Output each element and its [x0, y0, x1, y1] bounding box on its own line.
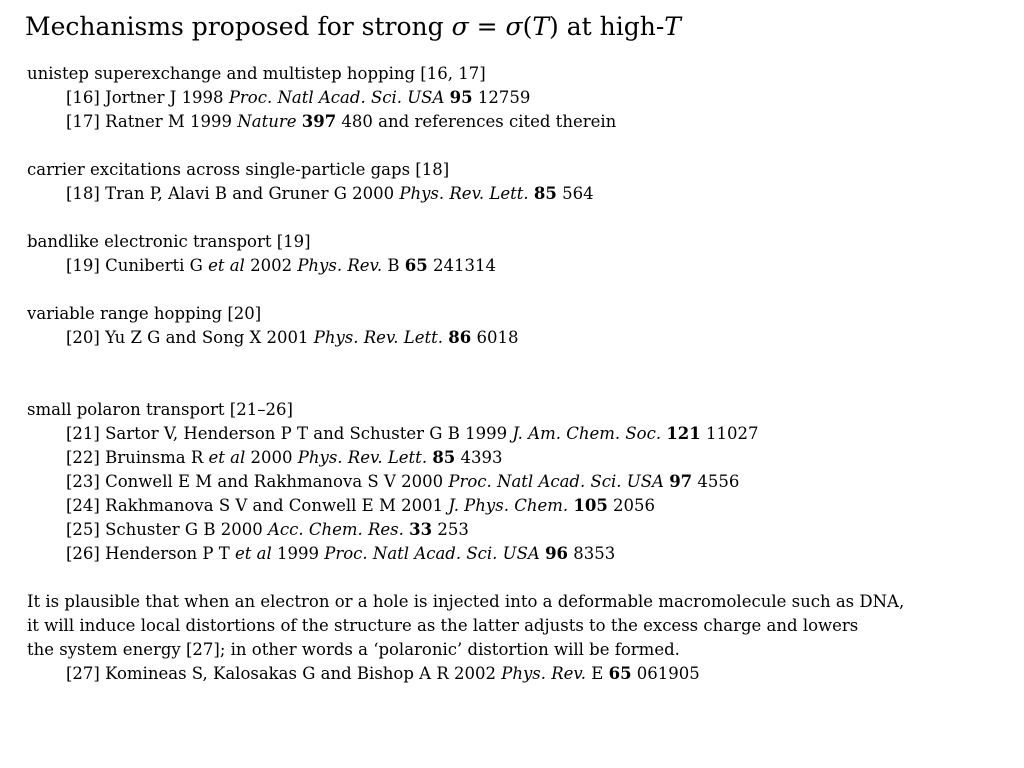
journal-name: Nature [237, 112, 297, 131]
volume: 85 [432, 448, 456, 467]
journal-name: Phys. Rev. [297, 256, 383, 275]
volume: 86 [448, 328, 472, 347]
reference-26: [26] Henderson P T et al 1999 Proc. Natl Acad. Sci. USA 96 8353 [66, 544, 616, 563]
title-equals: = [468, 12, 506, 41]
journal-name: J. Am. Chem. Soc. [512, 424, 662, 443]
journal-name: Phys. Rev. Lett. [399, 184, 529, 203]
title-temperature-high: T [664, 12, 681, 41]
paragraph-line: it will induce local distortions of the structure as the latter adjusts to the excess charge and lowers [27, 616, 859, 635]
reference-22: [22] Bruinsma R et al 2000 Phys. Rev. Lett. 85 4393 [66, 448, 503, 467]
slide-title [25, 8, 681, 46]
volume: 121 [666, 424, 701, 443]
title-paren-open: ( [522, 12, 533, 41]
title-text: Mechanisms proposed for strong [25, 12, 452, 41]
reference-18: [18] Tran P, Alavi B and Gruner G 2000 Phys. Rev. Lett. 85 564 [66, 184, 594, 203]
volume: 96 [545, 544, 569, 563]
paragraph-line: It is plausible that when an electron or a hole is injected into a deformable macromolecule such as DNA, [27, 592, 905, 611]
reference-25: [25] Schuster G B 2000 Acc. Chem. Res. 33 253 [66, 520, 469, 539]
journal-name: Proc. Natl Acad. Sci. USA [448, 472, 664, 491]
journal-name: Phys. Rev. [501, 664, 587, 683]
journal-name: Proc. Natl Acad. Sci. USA [324, 544, 540, 563]
paragraph-line: the system energy [27]; in other words a ‘polaronic’ distortion will be formed. [27, 640, 680, 659]
journal-name: Phys. Rev. Lett. [313, 328, 444, 347]
et-al: et al [208, 448, 246, 467]
journal-name: Acc. Chem. Res. [267, 520, 404, 539]
reference-23: [23] Conwell E M and Rakhmanova S V 2000 Proc. Natl Acad. Sci. USA 97 4556 [66, 472, 740, 491]
spacer [27, 278, 1007, 302]
mechanism-heading: variable range hopping [20] [27, 304, 262, 323]
journal-name: Proc. Natl Acad. Sci. USA [228, 88, 445, 107]
mechanism-heading: carrier excitations across single-particle gaps [18] [27, 160, 450, 179]
volume: 65 [404, 256, 428, 275]
volume: 85 [533, 184, 557, 203]
reference-21: [21] Sartor V, Henderson P T and Schuster G B 1999 J. Am. Chem. Soc. 121 11027 [66, 424, 759, 443]
spacer [27, 206, 1007, 230]
volume: 397 [301, 112, 337, 131]
mechanism-heading: bandlike electronic transport [19] [27, 232, 311, 251]
title-text-mid: at high- [558, 12, 665, 41]
et-al: et al [234, 544, 272, 563]
title-sigma-function: σ [505, 12, 523, 41]
reference-16: [16] Jortner J 1998 Proc. Natl Acad. Sci. USA 95 12759 [66, 88, 531, 107]
reference-20: [20] Yu Z G and Song X 2001 Phys. Rev. Lett. 86 6018 [66, 328, 519, 347]
volume: 95 [449, 88, 473, 107]
volume: 105 [573, 496, 608, 515]
title-sigma: σ [451, 12, 469, 41]
mechanism-heading: unistep superexchange and multistep hopping [16, 17] [27, 64, 486, 83]
mechanism-heading: small polaron transport [21–26] [27, 400, 293, 419]
journal-name: J. Phys. Chem. [448, 496, 569, 515]
spacer [27, 566, 1007, 590]
reference-27: [27] Komineas S, Kalosakas G and Bishop A R 2002 Phys. Rev. E 65 061905 [66, 664, 700, 683]
et-al: et al [208, 256, 245, 275]
reference-24: [24] Rakhmanova S V and Conwell E M 2001 J. Phys. Chem. 105 2056 [66, 496, 656, 515]
volume: 33 [409, 520, 433, 539]
journal-name: Phys. Rev. Lett. [297, 448, 428, 467]
reference-17: [17] Ratner M 1999 Nature 397 480 and references cited therein [66, 112, 617, 131]
spacer [27, 350, 1007, 398]
slide-body [27, 62, 1007, 686]
reference-19: [19] Cuniberti G et al 2002 Phys. Rev. B 65 241314 [66, 256, 496, 275]
title-temperature: T [532, 12, 550, 41]
spacer [27, 134, 1007, 158]
title-paren-close: ) [549, 12, 559, 41]
volume: 97 [669, 472, 693, 491]
volume: 65 [608, 664, 632, 683]
